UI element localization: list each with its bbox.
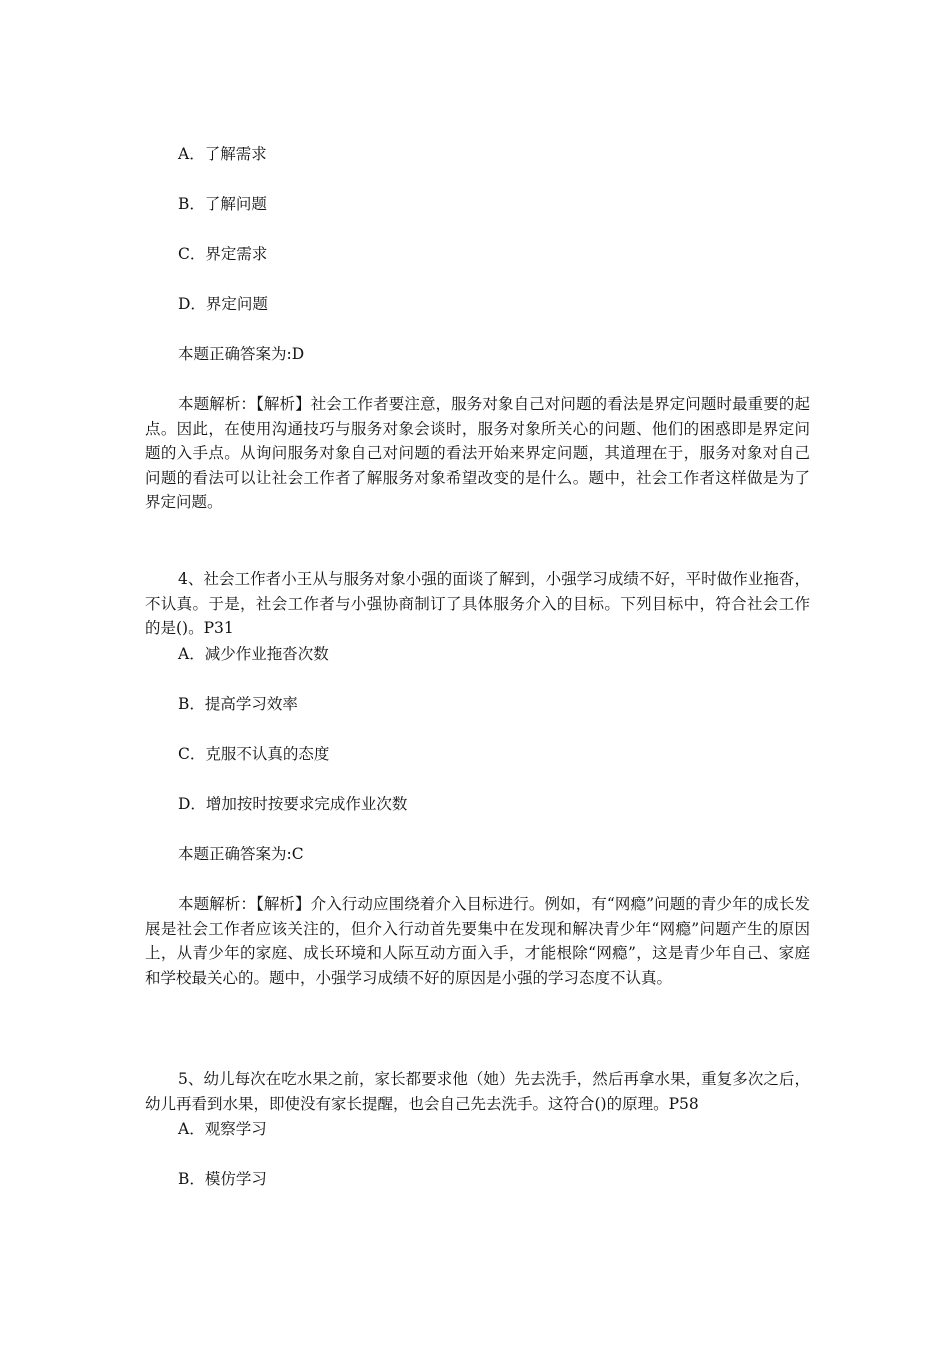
q4-option-c: C．克服不认真的态度 bbox=[178, 745, 330, 763]
q4-option-d: D．增加按时按要求完成作业次数 bbox=[178, 795, 408, 813]
q4-analysis: 本题解析：【解析】介入行动应围绕着介入目标进行。例如，有“网瘾”问题的青少年的成长发展是社会工作者应该关注的，但介入行动首先要集中在发现和解决青少年“网瘾”问题产生的原因上，从青少年的家庭、成长环境和人际互动方面入手，才能根除“网瘾”，这是青少年自己、家庭和学校最关心的。题中，小强学习成绩不好的原因是小强的学习态度不认真。 bbox=[145, 895, 810, 987]
q5-option-a: A．观察学习 bbox=[178, 1120, 267, 1138]
q3-answer: 本题正确答案为:D bbox=[178, 345, 305, 363]
q3-option-b: B．了解问题 bbox=[178, 195, 267, 213]
q5-option-b: B．模仿学习 bbox=[178, 1170, 267, 1188]
q4-option-a: A．减少作业拖沓次数 bbox=[178, 645, 329, 663]
q5-question: 5、幼儿每次在吃水果之前，家长都要求他（她）先去洗手，然后再拿水果，重复多次之后，幼儿再看到水果，即使没有家长提醒，也会自己先去洗手。这符合()的原理。P58 bbox=[145, 1070, 810, 1113]
q4-option-b: B．提高学习效率 bbox=[178, 695, 298, 713]
q4-question: 4、社会工作者小王从与服务对象小强的面谈了解到，小强学习成绩不好，平时做作业拖沓，不认真。于是，社会工作者与小强协商制订了具体服务介入的目标。下列目标中，符合社会工作的是()。P31 bbox=[145, 570, 810, 637]
q4-answer: 本题正确答案为:C bbox=[178, 845, 304, 863]
q3-option-d: D．界定问题 bbox=[178, 295, 268, 313]
q3-option-c: C．界定需求 bbox=[178, 245, 268, 263]
q3-analysis: 本题解析：【解析】社会工作者要注意，服务对象自己对问题的看法是界定问题时最重要的起点。因此，在使用沟通技巧与服务对象会谈时，服务对象所关心的问题、他们的困惑即是界定问题的入手点。从询问服务对象自己对问题的看法开始来界定问题，其道理在于，服务对象对自己问题的看法可以让社会工作者了解服务对象希望改变的是什么。题中，社会工作者这样做是为了界定问题。 bbox=[145, 395, 810, 511]
q3-option-a: A．了解需求 bbox=[178, 145, 267, 163]
